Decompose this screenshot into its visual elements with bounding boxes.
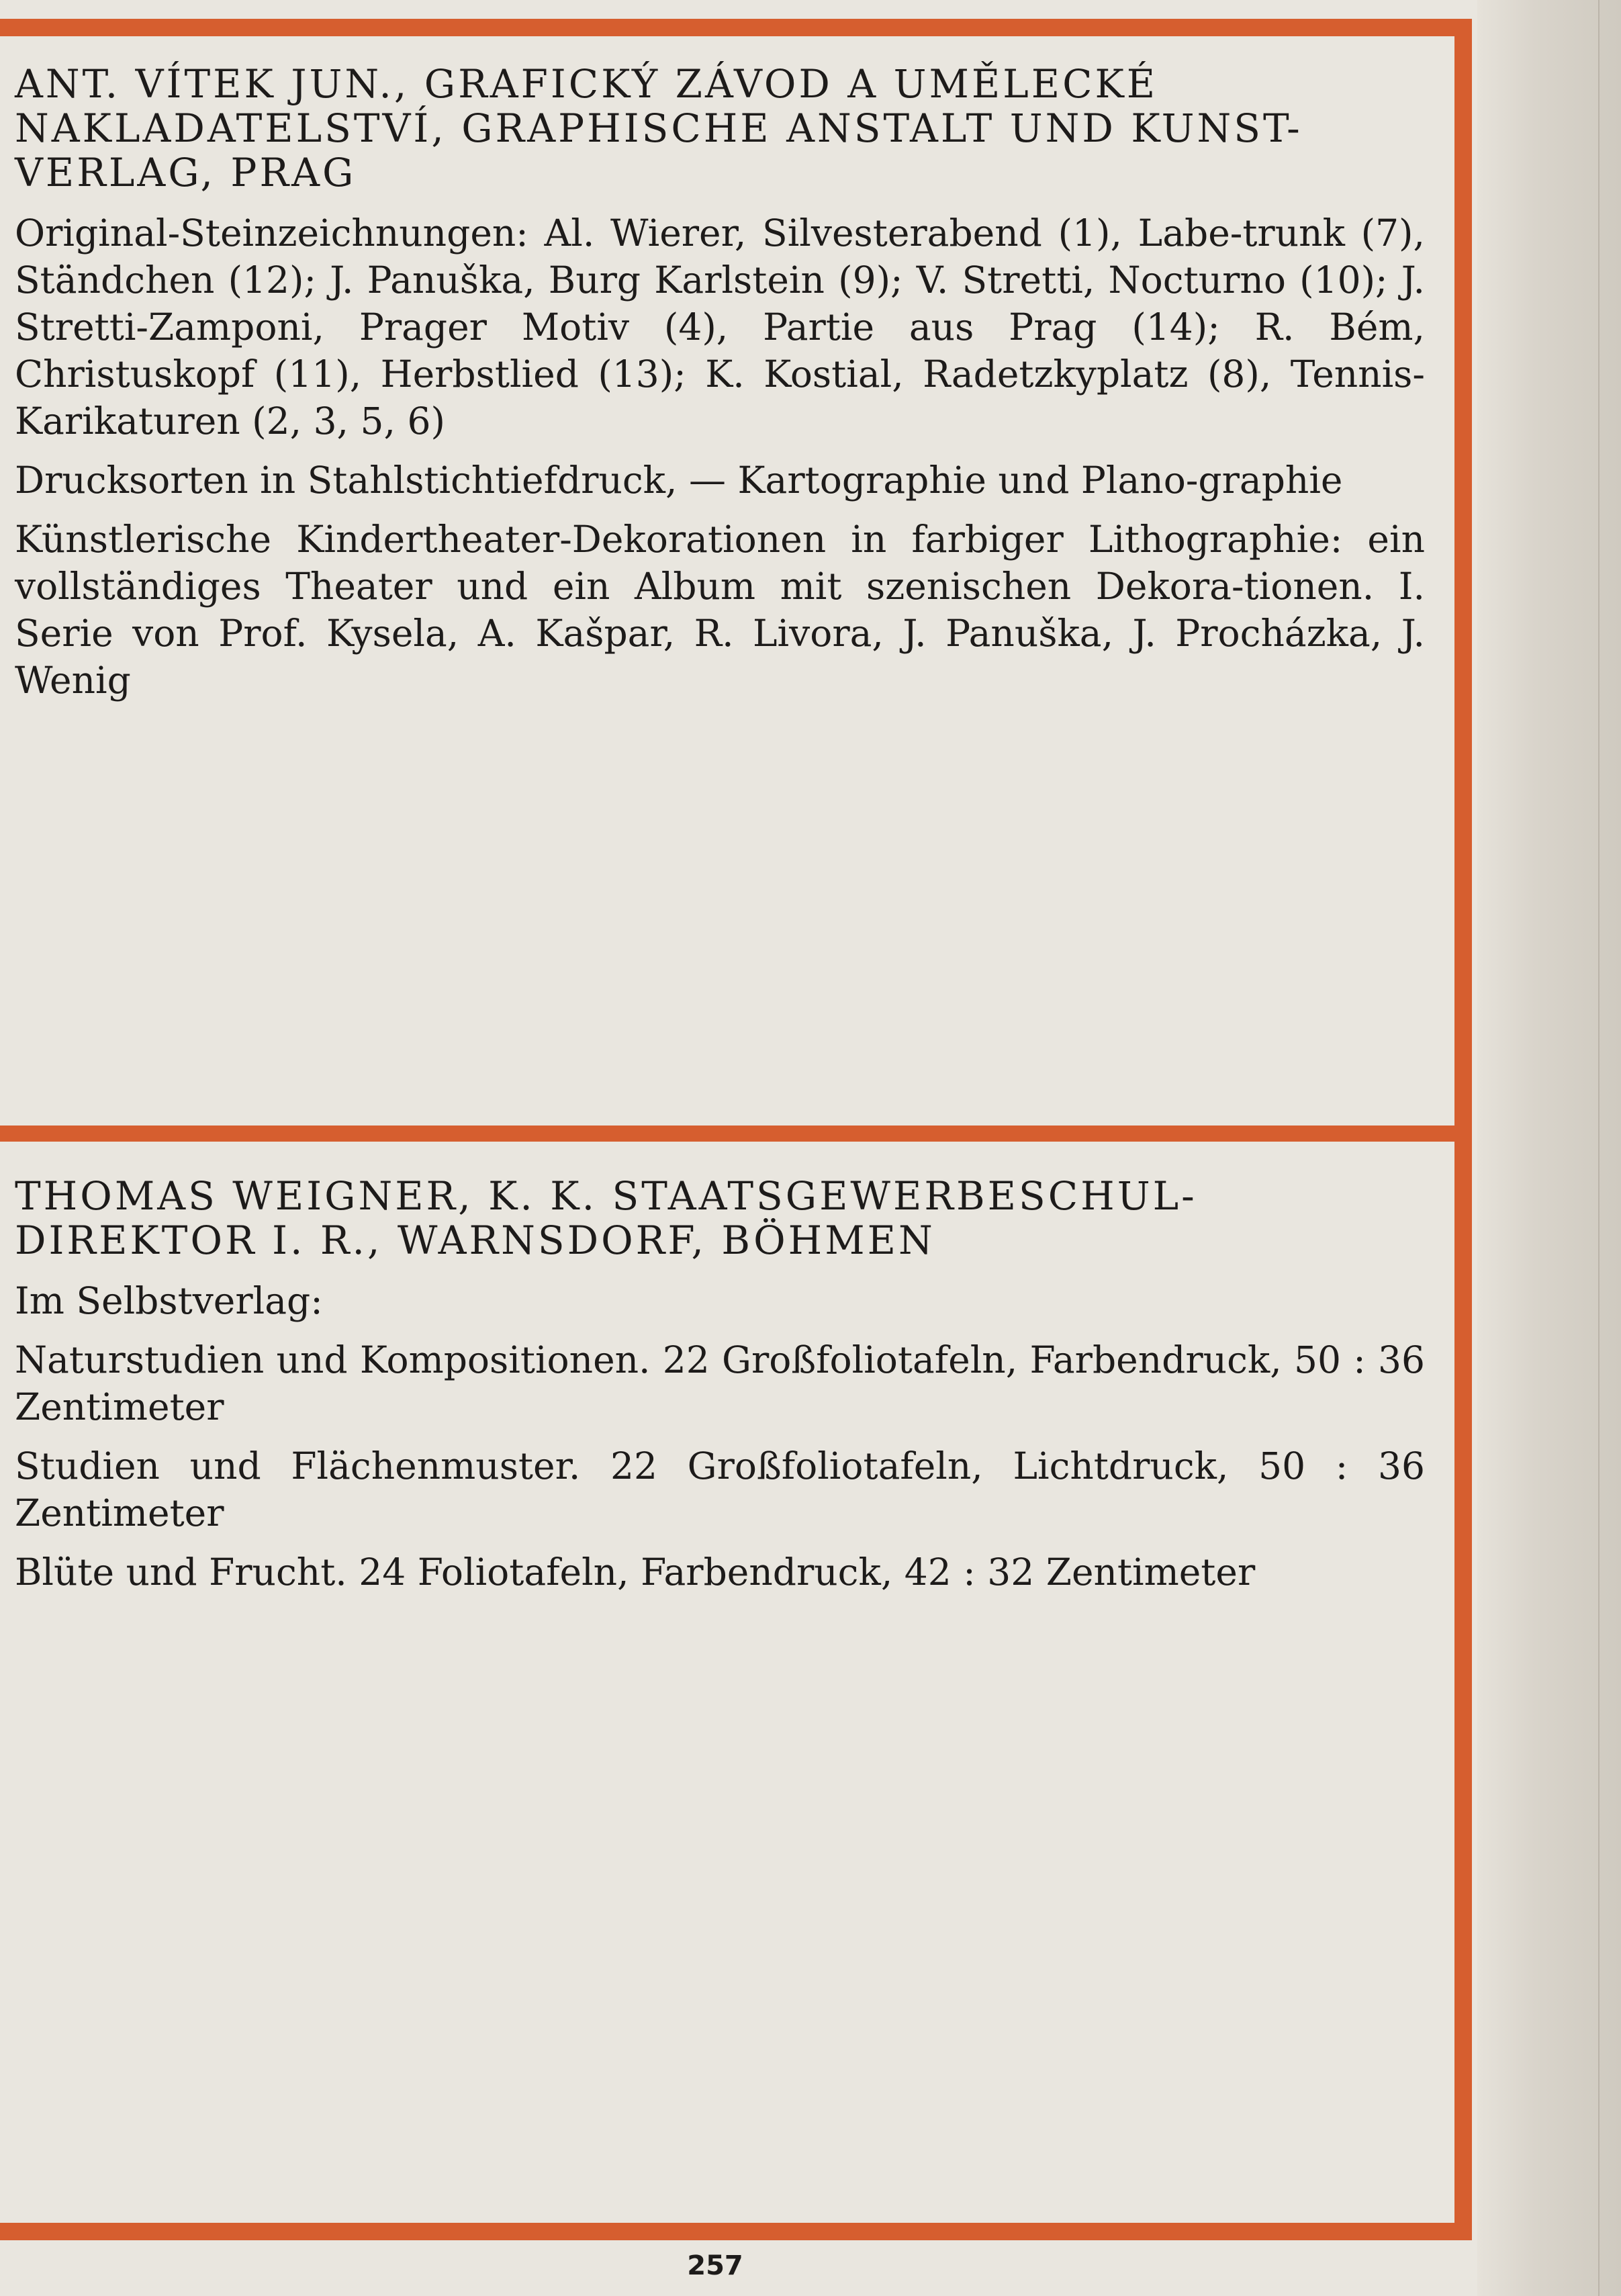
entry-paragraph: Original-Steinzeichnungen: Al. Wierer, Silvesterabend (1), Labe-trunk (7), Ständchen (12); J. Panuška, Burg Karlstein (9); V. Stretti, Nocturno (10); J. Stretti-Zamponi, Prager Motiv (4), Partie aus Prag (14); R. Bém, Christuskopf (11), Herbstlied (13); K. Kostial, Radetzkyplatz (8), Tennis-Karikaturen (2, 3, 5, 6) bbox=[15, 212, 1425, 443]
section-heading bbox=[15, 62, 1425, 195]
heading-line: DIREKTOR I. R., WARNSDORF, BÖHMEN bbox=[15, 1218, 935, 1263]
heading-line: ANT. VÍTEK JUN., GRAFICKÝ ZÁVOD A UMĚLECKÉ bbox=[15, 61, 1158, 107]
section-heading bbox=[15, 1174, 1425, 1262]
page-edge bbox=[1477, 0, 1621, 2296]
entry-paragraph: Im Selbstverlag: bbox=[15, 1279, 323, 1322]
heading-line: NAKLADATELSTVÍ, GRAPHISCHE ANSTALT UND KUNST- bbox=[15, 105, 1303, 151]
heading-line: VERLAG, PRAG bbox=[15, 150, 357, 195]
page-crease bbox=[1598, 0, 1600, 2296]
section-weigner bbox=[15, 1174, 1425, 1608]
entry-paragraph: Studien und Flächenmuster. 22 Großfoliotafeln, Lichtdruck, 50 : 36 Zentimeter bbox=[15, 1444, 1425, 1534]
section-vitek bbox=[15, 62, 1425, 716]
page-number: 257 bbox=[687, 2250, 743, 2281]
entry-paragraph: Blüte und Frucht. 24 Foliotafeln, Farbendruck, 42 : 32 Zentimeter bbox=[15, 1551, 1256, 1594]
section-divider bbox=[0, 1126, 1472, 1142]
heading-line: THOMAS WEIGNER, K. K. STAATSGEWERBESCHUL- bbox=[15, 1173, 1197, 1219]
entry-paragraph: Naturstudien und Kompositionen. 22 Großfoliotafeln, Farbendruck, 50 : 36 Zentimeter bbox=[15, 1338, 1425, 1428]
entry-paragraph: Drucksorten in Stahlstichtiefdruck, — Kartographie und Plano-graphie bbox=[15, 459, 1343, 502]
entry-paragraph: Künstlerische Kindertheater-Dekorationen in farbiger Lithographie: ein vollständiges Theater und ein Album mit szenischen Dekora-tionen. I. Serie von Prof. Kysela, A. Kašpar, R. Livora, J. Panuška, J. Procházka, J. Wenig bbox=[15, 518, 1425, 702]
